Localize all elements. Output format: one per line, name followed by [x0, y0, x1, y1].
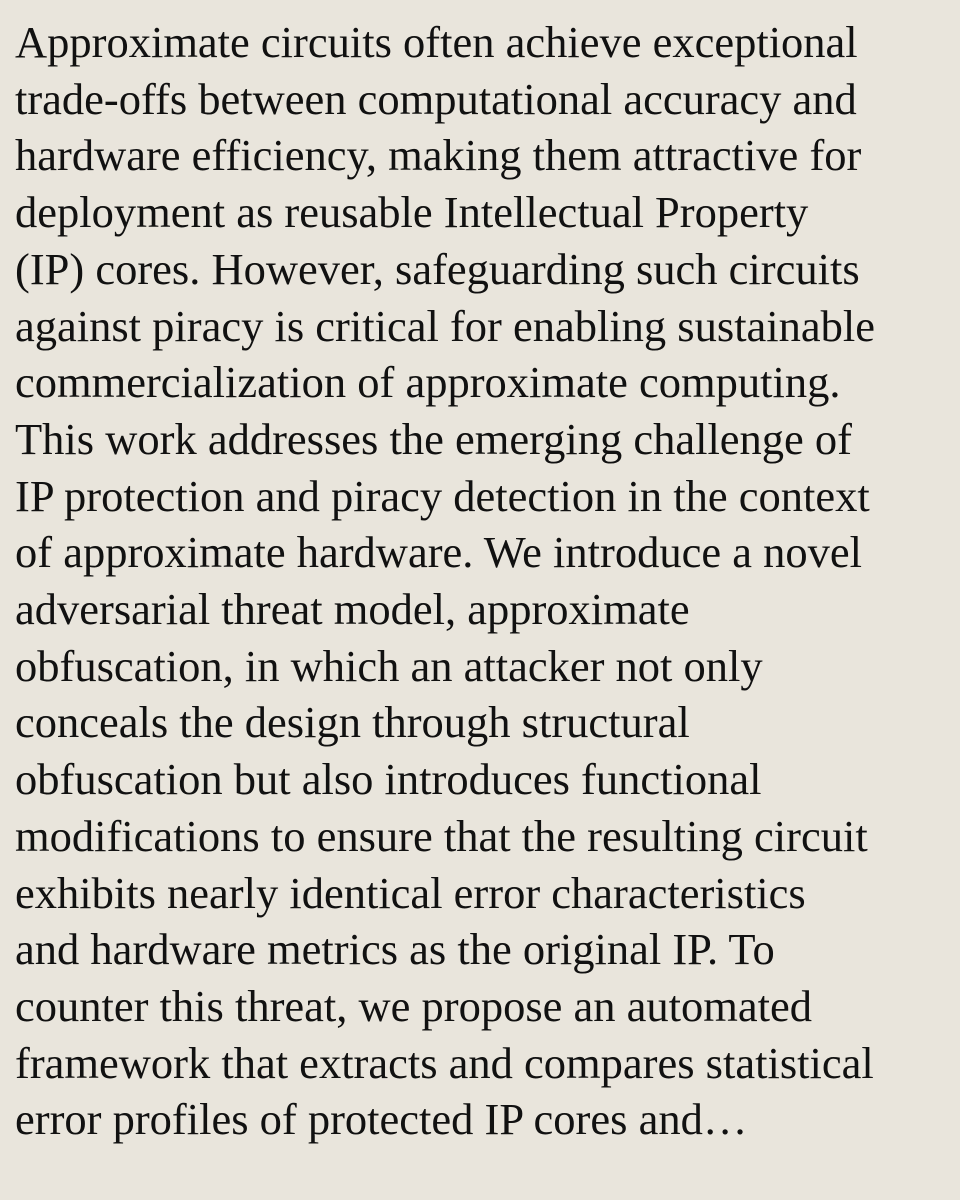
text-line: obfuscation but also introduces functional [15, 754, 762, 805]
text-line: counter this threat, we propose an automated [15, 980, 813, 1031]
text-line: against piracy is critical for enabling sustainable [15, 300, 876, 351]
text-line: of approximate hardware. We introduce a novel [15, 527, 862, 578]
text-line: framework that extracts and compares statistical [15, 1037, 874, 1088]
text-line: This work addresses the emerging challenge of [15, 413, 853, 464]
text-line: hardware efficiency, making them attractive for [15, 130, 862, 181]
text-line: exhibits nearly identical error characteristics [15, 867, 806, 918]
text-line: obfuscation, in which an attacker not only [15, 640, 763, 691]
text-line: error profiles of protected IP cores and… [15, 1094, 748, 1145]
abstract-text [15, 14, 955, 1148]
text-line: (IP) cores. However, safeguarding such circuits [15, 243, 860, 294]
text-line: deployment as reusable Intellectual Property [15, 187, 809, 238]
text-line: adversarial threat model, approximate [15, 584, 690, 635]
text-line: commercialization of approximate computing. [15, 357, 841, 408]
text-line: Approximate circuits often achieve exceptional [15, 17, 858, 67]
text-line: modifications to ensure that the resulting circuit [15, 810, 868, 861]
text-line: and hardware metrics as the original IP. To [15, 924, 775, 975]
text-line: trade-offs between computational accuracy and [15, 73, 857, 124]
text-line: IP protection and piracy detection in the context [15, 470, 870, 521]
text-line: conceals the design through structural [15, 697, 690, 748]
